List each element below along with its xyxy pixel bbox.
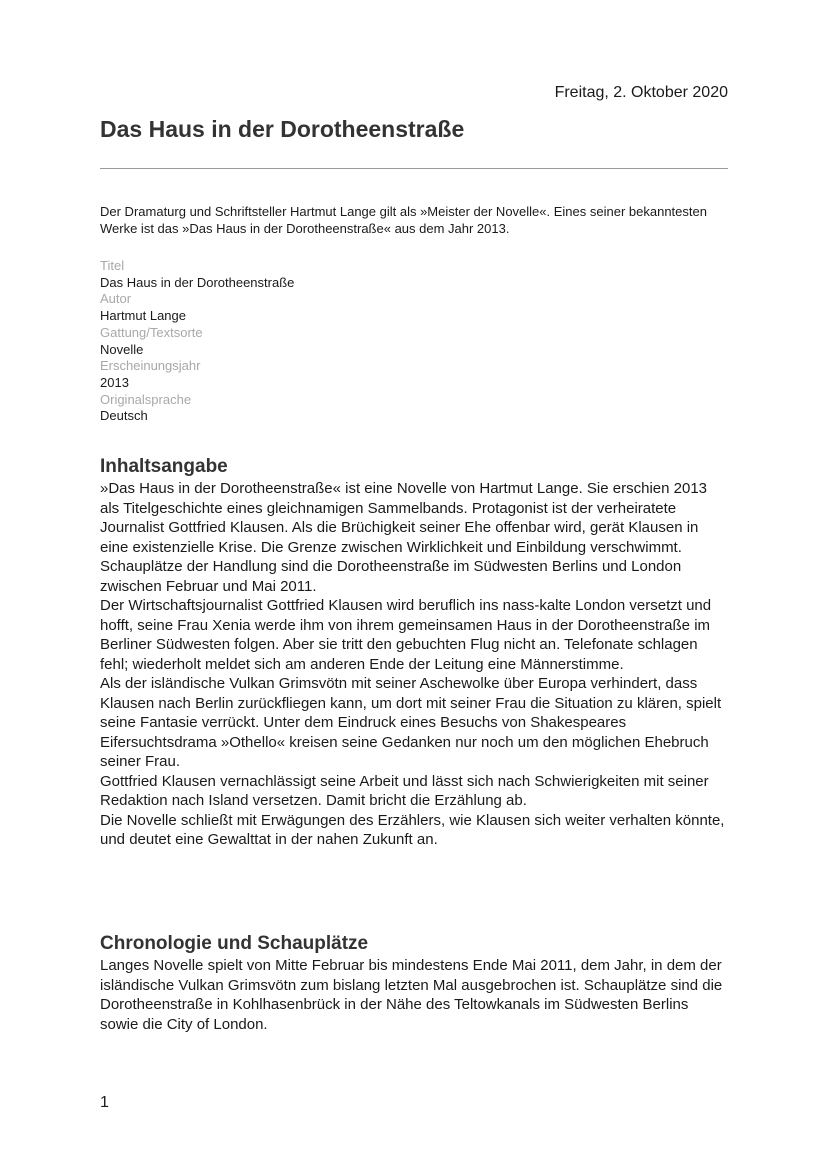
meta-label-language: Originalsprache — [100, 391, 192, 407]
meta-value-year: 2013 — [100, 374, 129, 390]
title-divider — [100, 168, 728, 169]
meta-value-language: Deutsch — [100, 408, 148, 424]
meta-value-title: Das Haus in der Dorotheenstraße — [100, 274, 295, 290]
document-date: Freitag, 2. Oktober 2020 — [554, 84, 728, 101]
meta-label-genre: Gattung/Textsorte — [100, 324, 203, 340]
section-chronologie — [100, 932, 730, 1034]
section-paragraph: »Das Haus in der Dorotheenstraße« ist eine Novelle von Hartmut Lange. Sie erschien 2013 als Titelgeschichte eines gleichnamigen Sammelbands. Protagonist ist der verheiratete Journalist Gottfried Klausen. Als die Brüchigkeit seiner Ehe offenbar wird, gerät Klausen in eine existenzielle Krise. Die Grenze zwischen Wirklichkeit und Einbildung verschwimmt. Schauplätze der Handlung sind die Dorotheenstraße im Südwesten Berlins und London zwischen Februar und Mai 2011. — [100, 480, 708, 595]
document-title: Das Haus in der Dorotheenstraße — [100, 116, 465, 142]
section-paragraph: Als der isländische Vulkan Grimsvötn mit seiner Aschewolke über Europa verhindert, dass Klausen nach Berlin zurückfliegen kann, um dort mit seiner Frau die Situation zu klären, spielt seine Fantasie verrückt. Unter dem Eindruck eines Besuchs von Shakespeares Eifersuchtsdrama »Othello« kreisen seine Gedanken nur noch um den möglichen Ehebruch seiner Frau. — [100, 675, 722, 770]
section-paragraph: Der Wirtschaftsjournalist Gottfried Klausen wird beruflich ins nass-kalte London versetzt und hofft, seine Frau Xenia werde ihm von ihrem gemeinsamen Haus in der Dorotheenstraße im Berliner Südwesten folgen. Aber sie tritt den gebuchten Flug nicht an. Telefonate schlagen fehl; wiederholt meldet sich am anderen Ende der Leitung eine Männerstimme. — [100, 597, 712, 673]
section-heading: Inhaltsangabe — [100, 456, 228, 477]
section-paragraph: Die Novelle schließt mit Erwägungen des Erzählers, wie Klausen sich weiter verhalten könnte, und deutet eine Gewalttat in der nahen Zukunft an. — [100, 811, 725, 848]
section-inhaltsangabe — [100, 455, 730, 850]
intro-paragraph: Der Dramaturg und Schriftsteller Hartmut Lange gilt als »Meister der Novelle«. Eines seiner bekanntesten Werke ist das »Das Haus in der Dorotheenstraße« aus dem Jahr 2013. — [100, 204, 707, 236]
page-number: 1 — [100, 1094, 109, 1111]
meta-label-year: Erscheinungsjahr — [100, 358, 201, 374]
meta-label-author: Autor — [100, 291, 132, 307]
section-heading: Chronologie und Schauplätze — [100, 933, 369, 954]
meta-value-genre: Novelle — [100, 341, 144, 357]
metadata-list — [100, 258, 728, 425]
meta-value-author: Hartmut Lange — [100, 308, 186, 324]
meta-label-title: Titel — [100, 258, 125, 273]
section-paragraph: Gottfried Klausen vernachlässigt seine Arbeit und lässt sich nach Schwierigkeiten mit seiner Redaktion nach Island versetzen. Damit bricht die Erzählung ab. — [100, 772, 709, 809]
section-paragraph: Langes Novelle spielt von Mitte Februar bis mindestens Ende Mai 2011, dem Jahr, in dem der isländische Vulkan Grimsvötn zum bislang letzten Mal ausgebrochen ist. Schauplätze sind die Dorotheenstraße in Kohlhasenbrück in der Nähe des Teltowkanals im Südwesten Berlins sowie die City of London. — [100, 957, 723, 1033]
